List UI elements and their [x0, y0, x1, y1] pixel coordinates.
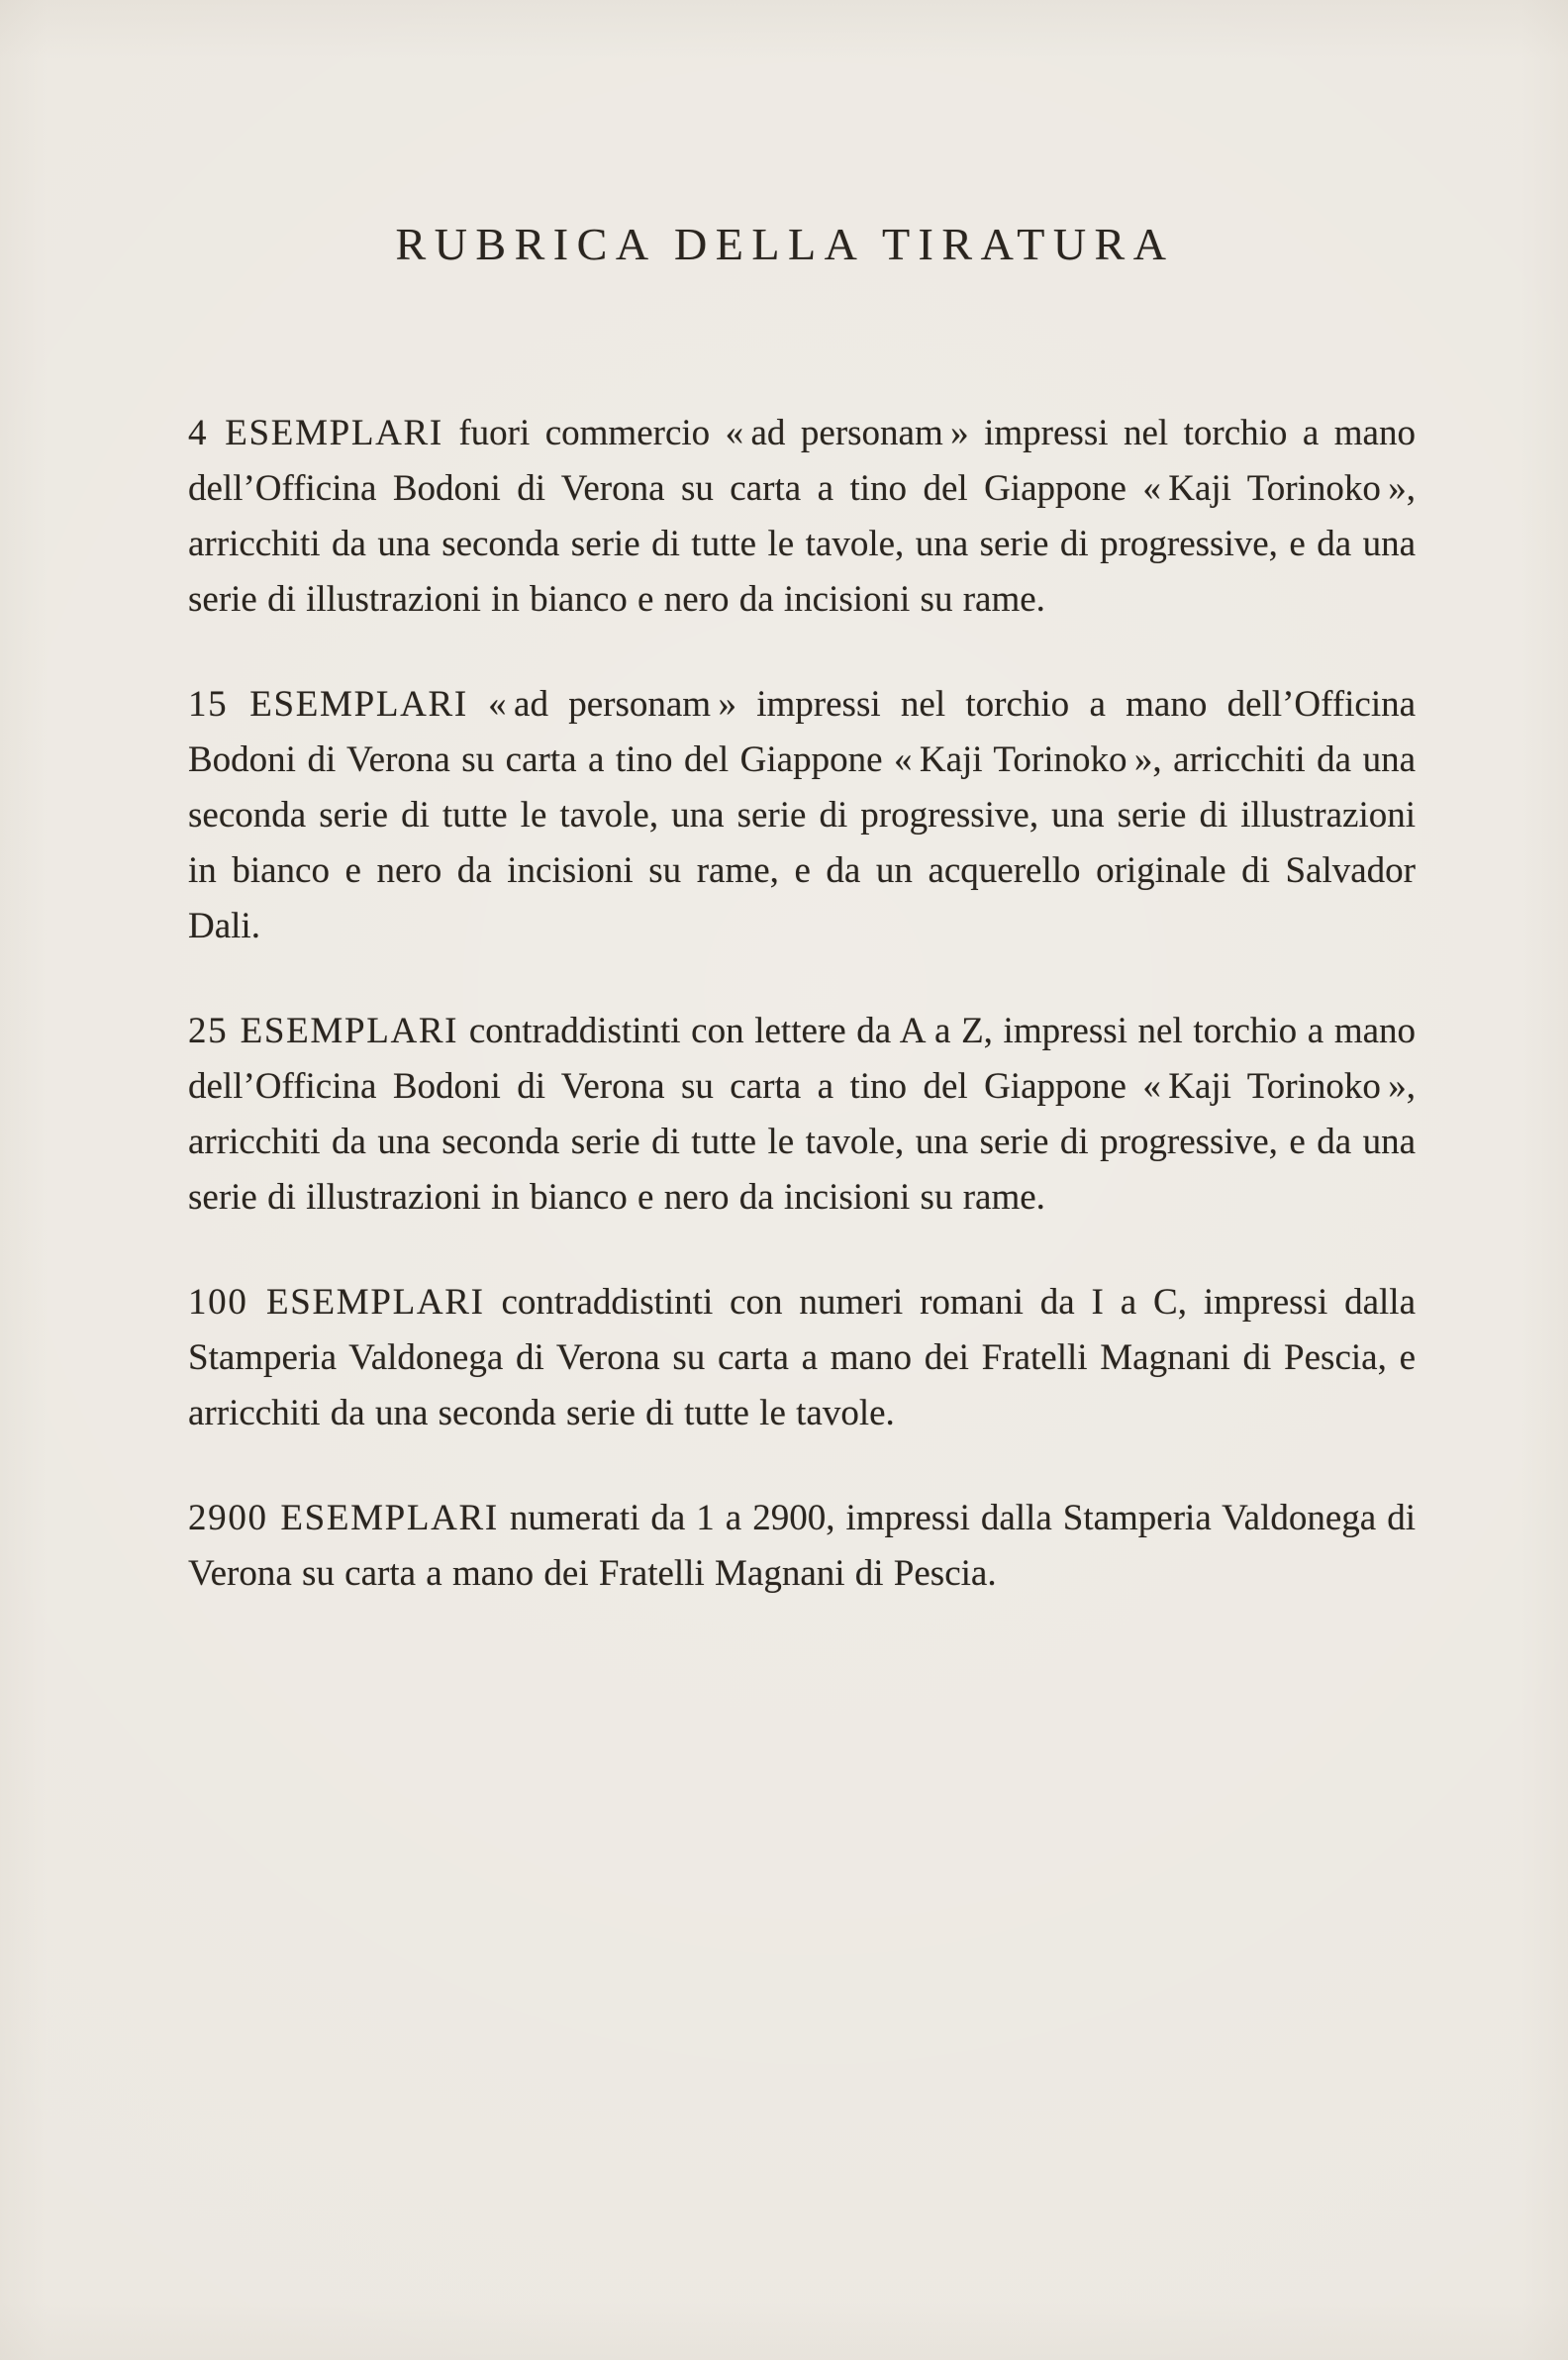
edition-count-lead: 2900 ESEMPLARI — [188, 1498, 499, 1538]
edition-paragraph — [188, 1275, 1416, 1441]
edition-paragraph — [188, 677, 1416, 954]
edition-count-lead: 15 ESEMPLARI — [188, 684, 468, 725]
edition-description: numerati da 1 a 2900, impressi dalla Stamperia Valdonega di Verona su carta a mano dei Fratelli Magnani di Pescia. — [188, 1498, 1417, 1594]
edition-paragraph — [188, 1004, 1416, 1226]
edition-description: contraddistinti con numeri romani da I a C, impressi dalla Stamperia Valdonega di Verona su carta a mano dei Fratelli Magnani di Pescia, e arricchiti da una seconda serie di tutte le tavole. — [188, 1282, 1416, 1433]
edition-paragraph — [188, 406, 1416, 628]
edition-paragraph — [188, 1491, 1416, 1602]
page-title: RUBRICA DELLA TIRATURA — [395, 219, 1175, 269]
edition-count-lead: 100 ESEMPLARI — [188, 1282, 485, 1323]
edition-description: contraddistinti con lettere da A a Z, impressi nel torchio a mano dell’Officina Bodoni di Verona su carta a tino del Giappone « Kaji Torinoko », arricchiti da una seconda serie di tutte le tavole, una serie di progressive, e da una serie di illustrazioni in bianco e nero da incisioni su rame. — [188, 1011, 1417, 1218]
edition-description: « ad personam » impressi nel torchio a mano dell’Officina Bodoni di Verona su carta a tino del Giappone « Kaji Torinoko », arricchiti da una seconda serie di tutte le tavole, una serie di progressive, una serie di illustrazioni in bianco e nero da incisioni su rame, e da un acquerello originale di Salvador Dali. — [188, 684, 1417, 946]
edition-count-lead: 25 ESEMPLARI — [188, 1011, 459, 1051]
edition-description: fuori commercio « ad personam » impressi nel torchio a mano dell’Officina Bodoni di Verona su carta a tino del Giappone « Kaji Torinoko », arricchiti da una seconda serie di tutte le tavole, una serie di progressive, e da una serie di illustrazioni in bianco e nero da incisioni su rame. — [188, 413, 1416, 620]
edition-count-lead: 4 ESEMPLARI — [188, 413, 443, 453]
colophon-text-block — [188, 406, 1416, 1602]
